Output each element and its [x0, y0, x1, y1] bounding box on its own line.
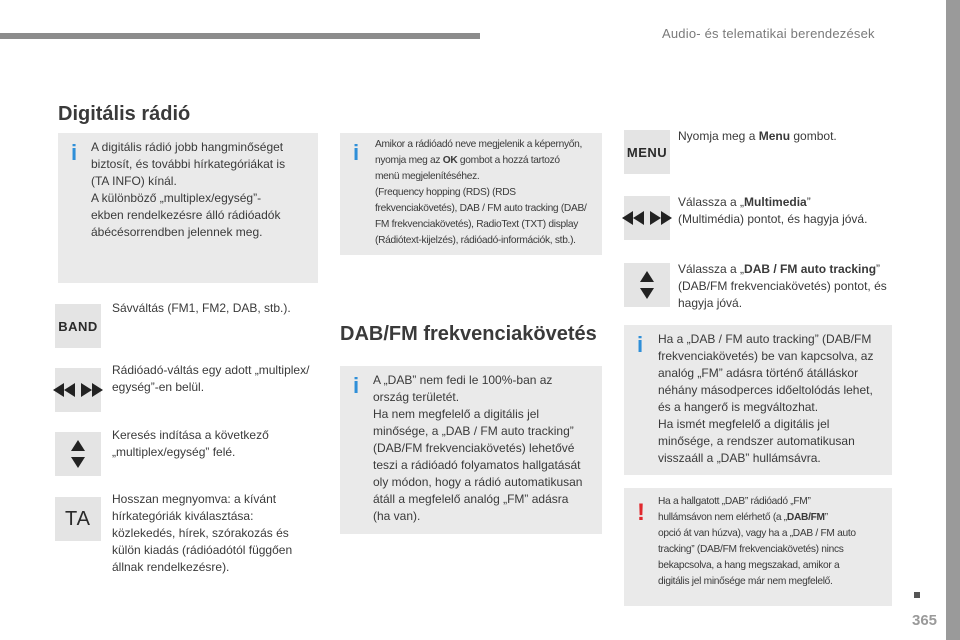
multimedia-keyword: Multimedia	[744, 195, 807, 209]
text-line: biztosít, és további hírkategóriákat is	[91, 157, 286, 171]
arrow-right-icon	[81, 383, 92, 397]
left-right-arrows-icon	[622, 211, 672, 225]
text-line: Ha a hallgatott „DAB” rádióadó „FM”	[658, 496, 811, 507]
text-line: tracking” (DAB/FM frekvenciakövetés) nincs	[658, 544, 844, 555]
text-line: (ha van).	[373, 509, 421, 523]
band-button	[55, 304, 101, 348]
text-line: A különböző „multiplex/egység”-	[91, 191, 262, 205]
up-down-arrows-icon	[71, 440, 85, 468]
text-line: Rádióadó-váltás egy adott „multiplex/	[112, 363, 310, 377]
text-part: Válassza a „	[678, 195, 745, 209]
text-line: oly módon, hogy a rádió automatikusan	[373, 475, 583, 489]
info-box-digital	[58, 133, 318, 283]
text-line: és a hangerő is megváltozhat.	[658, 400, 819, 414]
text-line: ekben rendelkezésre álló rádióadók	[91, 208, 281, 222]
arrow-up-icon	[71, 440, 85, 451]
text-line: Ha nem megfelelő a digitális jel	[373, 407, 540, 421]
section-title: DAB/FM frekvenciakövetés	[340, 323, 597, 345]
text-line: (Multimédia) pontot, és hagyja jóvá.	[678, 212, 868, 226]
text-line: közlekedés, hírek, szórakozás és	[112, 526, 289, 540]
arrow-left-icon	[622, 211, 633, 225]
text-line: (TA INFO) kínál.	[91, 174, 177, 188]
text-line: külön kiadás (rádióadótól függően	[112, 543, 293, 557]
page-number: 365	[912, 612, 938, 629]
text-line: átáll a megfelelő analóg „FM” adásra	[373, 492, 569, 506]
text-line: ábécésorrendben jelennek meg.	[91, 225, 263, 239]
text-line: Ha a „DAB / FM auto tracking” (DAB/FM	[658, 332, 872, 346]
info-box-tracking	[624, 325, 892, 475]
info-box-dabfm	[340, 366, 602, 534]
text-part: ”	[806, 195, 811, 209]
menu-button	[624, 130, 670, 174]
arrow-left-icon	[53, 383, 64, 397]
info-text	[373, 372, 599, 525]
up-down-arrows-icon	[640, 271, 654, 299]
text-line: minősége, a rendszer automatikusan	[658, 434, 855, 448]
multimedia-button	[624, 196, 670, 240]
text-part: gombot.	[790, 129, 837, 143]
text-line: egység”-en belül.	[112, 380, 205, 394]
search-button	[55, 432, 101, 476]
text-line: analóg „FM” adásra történő átálláskor	[658, 366, 859, 380]
text-line: (DAB/FM frekvenciakövetés) pontot, és	[678, 279, 887, 293]
section-header: Audio- és telematikai berendezések	[662, 26, 875, 41]
text-line: bekapcsolva, a hang megszakad, amikor a	[658, 560, 840, 571]
text-line: frekvenciakövetés), DAB / FM auto tracking (DAB/	[375, 203, 587, 214]
text-line: „multiplex/egység” felé.	[112, 445, 236, 459]
text-line: hírkategóriák kiválasztása:	[112, 509, 254, 523]
text-line: digitális jel minősége már nem megfelelő.	[658, 576, 833, 587]
seek-arrows-icon	[53, 383, 103, 397]
text-line: Amikor a rádióadó neve megjelenik a képernyőn,	[375, 139, 583, 150]
arrow-right-icon	[650, 211, 661, 225]
page-title: Digitális rádió	[58, 103, 191, 125]
text-line: visszaáll a „DAB” hullámsávra.	[658, 451, 821, 465]
search-text	[112, 427, 322, 461]
tracking-keyword: DAB / FM auto tracking	[744, 262, 877, 276]
text-part: hullámsávon nem elérhető (a „	[658, 512, 787, 523]
warning-box	[624, 488, 892, 606]
ta-text	[112, 491, 324, 576]
ta-label: TA	[64, 507, 92, 530]
menu-step-text	[678, 128, 893, 145]
text-line	[658, 510, 890, 526]
seek-text	[112, 362, 324, 396]
arrow-left-icon	[633, 211, 644, 225]
arrow-right-icon	[661, 211, 672, 225]
warning-text	[658, 494, 890, 590]
band-text: Sávváltás (FM1, FM2, DAB, stb.).	[112, 301, 291, 315]
seek-button	[55, 368, 101, 412]
text-line: Keresés indítása a következő	[112, 428, 269, 442]
exclamation-icon: !	[637, 499, 645, 526]
info-icon: i	[70, 140, 78, 165]
text-line: opció át van húzva), vagy ha a „DAB / FM auto	[658, 528, 856, 539]
arrow-right-icon	[92, 383, 103, 397]
text-part: ”	[824, 512, 828, 523]
text-line: néhány másodperces időeltolódás lehet,	[658, 383, 873, 397]
dabfm-keyword: DAB/FM	[786, 512, 825, 523]
text-line: menü megjelenítéséhez.	[375, 171, 480, 182]
text-line: ország területét.	[373, 390, 460, 404]
text-line: A digitális rádió jobb hangminőséget	[91, 140, 284, 154]
tracking-step-text	[678, 261, 893, 312]
text-line: FM frekvenciakövetés), RadioText (TXT) display	[375, 219, 579, 230]
text-line: minősége, a „DAB / FM auto tracking”	[373, 424, 574, 438]
ta-button	[55, 497, 101, 541]
text-line: állnak rendelkezésre).	[112, 560, 230, 574]
text-line: Ha ismét megfelelő a digitális jel	[658, 417, 830, 431]
info-text	[658, 331, 890, 467]
text-line: (DAB/FM frekvenciakövetés) lehetővé	[373, 441, 575, 455]
text-part: Válassza a „	[678, 262, 745, 276]
band-label: BAND	[58, 318, 98, 334]
ok-keyword: OK	[442, 155, 458, 166]
side-rule	[946, 0, 960, 640]
info-icon: i	[352, 140, 360, 165]
text-line: hagyja jóvá.	[678, 296, 743, 310]
header-rule	[0, 33, 480, 39]
text-line: frekvenciakövetés) be van kapcsolva, az	[658, 349, 874, 363]
arrow-left-icon	[64, 383, 75, 397]
arrow-down-icon	[71, 457, 85, 468]
text-line: A „DAB” nem fedi le 100%-ban az	[373, 373, 553, 387]
info-icon: i	[636, 332, 644, 357]
arrow-down-icon	[640, 288, 654, 299]
info-box-menu	[340, 133, 602, 255]
info-text	[375, 137, 600, 249]
text-line	[375, 153, 600, 169]
arrow-up-icon	[640, 271, 654, 282]
info-text	[91, 139, 313, 241]
page-marker	[914, 592, 920, 598]
info-icon: i	[352, 373, 360, 398]
text-part: Nyomja meg a	[678, 129, 759, 143]
tracking-button	[624, 263, 670, 307]
text-part: nyomja meg az	[375, 155, 443, 166]
text-line: Hosszan megnyomva: a kívánt	[112, 492, 277, 506]
text-line: (Rádiótext-kijelzés), rádióadó-információk, stb.).	[375, 235, 576, 246]
menu-label: MENU	[626, 144, 668, 160]
text-line	[678, 261, 893, 278]
text-line: (Frequency hopping (RDS) (RDS	[375, 187, 516, 198]
multimedia-step-text	[678, 194, 893, 228]
text-part: gombot a hozzá tartozó	[457, 155, 560, 166]
text-line: teszi a rádióadó folyamatos hallgatását	[373, 458, 581, 472]
text-part: ”	[876, 262, 881, 276]
menu-keyword: Menu	[758, 129, 791, 143]
text-line	[678, 194, 893, 211]
